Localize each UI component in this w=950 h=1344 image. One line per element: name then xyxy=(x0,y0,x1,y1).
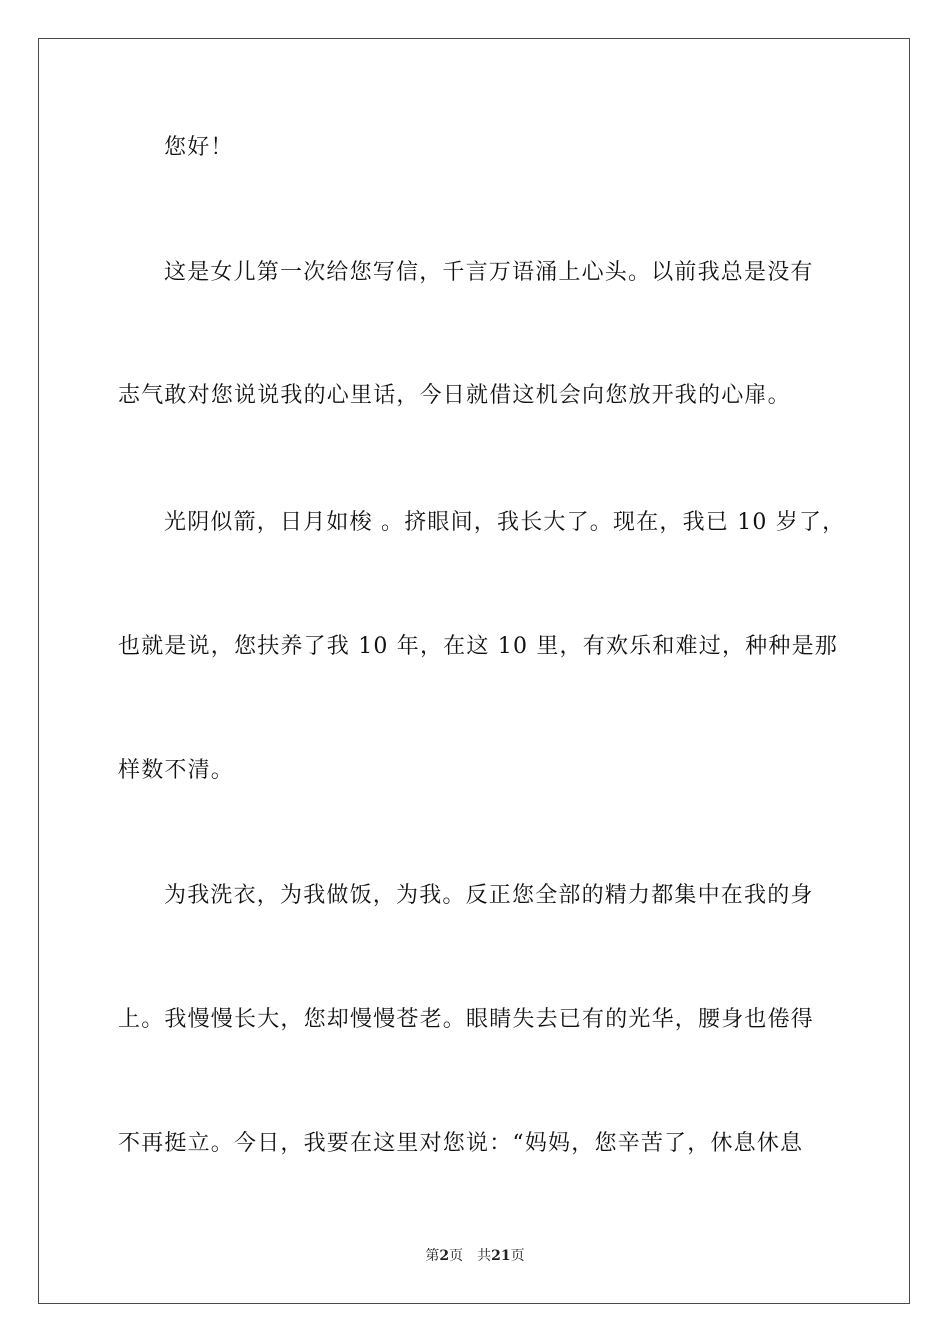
text-line: 为我洗衣，为我做饭，为我。反正您全部的精力都集中在我的身 xyxy=(164,883,814,908)
text-line: 上。我慢慢长大，您却慢慢苍老。眼睛失去已有的光华，腰身也倦得 xyxy=(118,1007,815,1032)
page-footer xyxy=(0,1246,950,1266)
text-line: 志气敢对您说说我的心里话，今日就借这机会向您放开我的心扉。 xyxy=(118,383,791,408)
greeting-line: 您好！ xyxy=(164,135,234,160)
text-line: 也就是说，您扶养了我 10 年，在这 10 里，有欢乐和难过，种种是那 xyxy=(118,634,838,659)
page-number: 2 xyxy=(439,1248,450,1264)
text-line: 这是女儿第一次给您写信，千言万语涌上心头。以前我总是没有 xyxy=(164,260,814,285)
total-suffix: 页 xyxy=(510,1248,525,1264)
page-prefix: 第 xyxy=(425,1248,440,1264)
text-line: 不再挺立。今日，我要在这里对您说：“妈妈，您辛苦了，休息休息 xyxy=(118,1131,804,1156)
text-line: 光阴似箭，日月如梭 。挤眼间，我长大了。现在，我已 10 岁了， xyxy=(164,510,846,535)
text-line: 样数不清。 xyxy=(118,758,235,783)
total-pages: 21 xyxy=(491,1248,511,1264)
page-border xyxy=(38,38,910,1304)
total-prefix: 共 xyxy=(477,1248,492,1264)
page-suffix: 页 xyxy=(449,1248,464,1264)
